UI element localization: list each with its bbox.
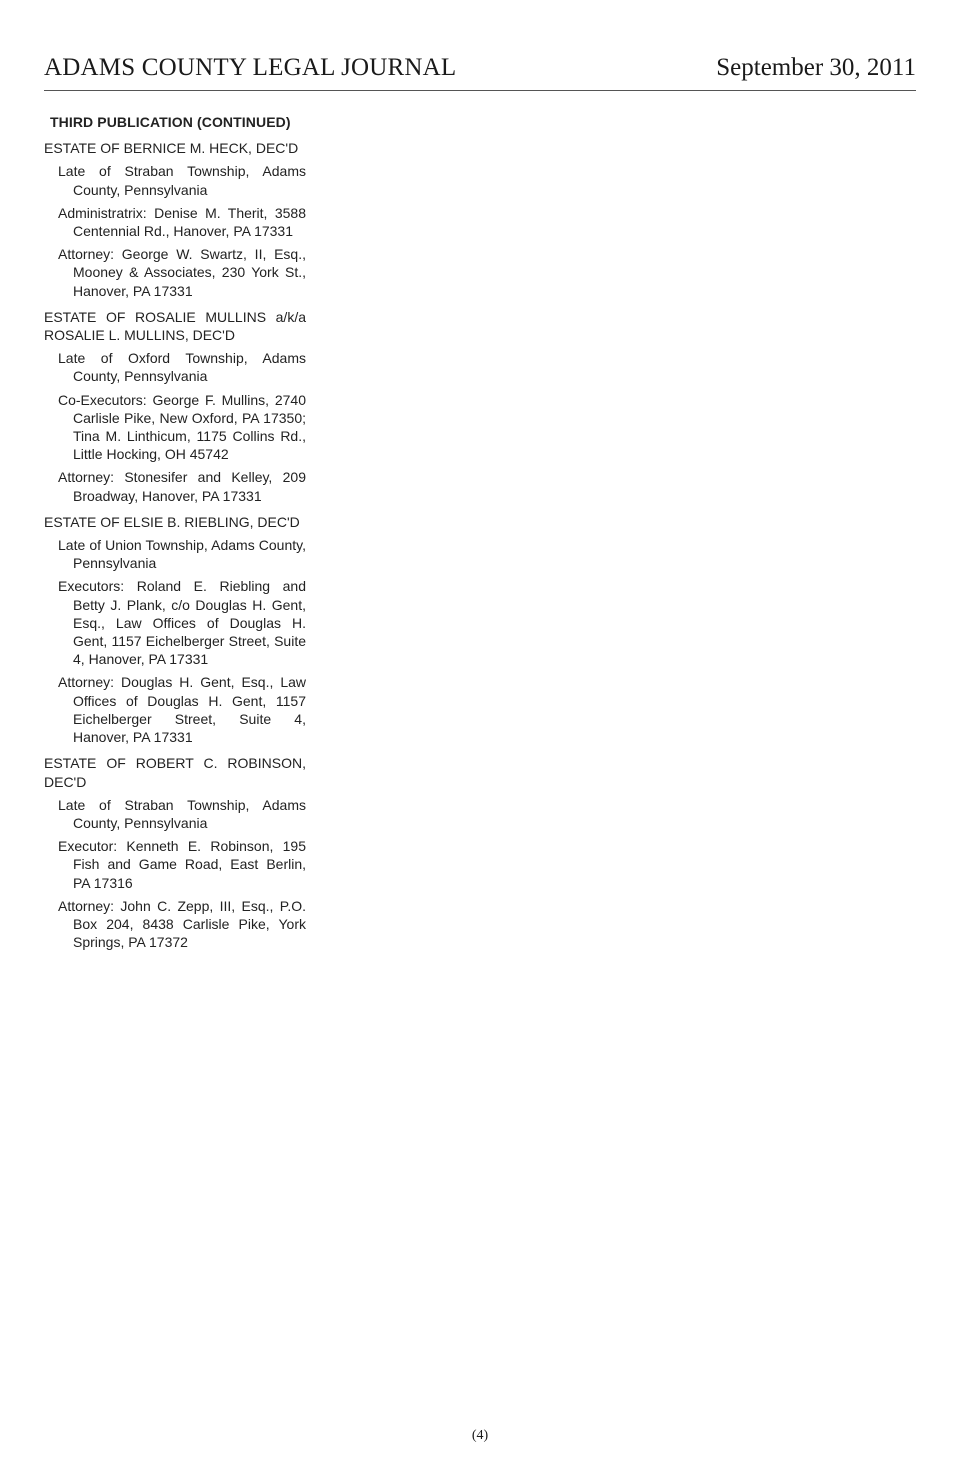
estate-residence: Late of Straban Township, Adams County, Pennsylvania: [58, 163, 306, 198]
estate-notice: [44, 308, 306, 505]
estate-representative: Executor: Kenneth E. Robinson, 195 Fish and Game Road, East Berlin, PA 17316: [58, 838, 306, 891]
estate-name: ESTATE OF ELSIE B. RIEBLING, DEC'D: [44, 513, 300, 530]
publication-date: September 30, 2011: [716, 54, 916, 81]
estate-name: ESTATE OF ROBERT C. ROBINSON, DEC'D: [44, 755, 306, 790]
estate-attorney: Attorney: Douglas H. Gent, Esq., Law Offices of Douglas H. Gent, 1157 Eichelberger Street, Suite 4, Hanover, PA 17331: [58, 674, 306, 746]
journal-title: ADAMS COUNTY LEGAL JOURNAL: [44, 54, 457, 81]
estate-residence: Late of Straban Township, Adams County, Pennsylvania: [58, 796, 306, 831]
estate-attorney: Attorney: George W. Swartz, II, Esq., Mooney & Associates, 230 York St., Hanover, PA 17331: [58, 246, 306, 299]
estate-notice: [44, 139, 306, 300]
estate-representative: Co-Executors: George F. Mullins, 2740 Carlisle Pike, New Oxford, PA 17350; Tina M. Linthicum, 1175 Collins Rd., Little Hocking, OH 45742: [58, 391, 306, 463]
page-header: [44, 54, 916, 91]
estate-notice: [44, 513, 306, 746]
estate-residence: Late of Oxford Township, Adams County, Pennsylvania: [58, 350, 306, 385]
estate-attorney: Attorney: John C. Zepp, III, Esq., P.O. Box 204, 8438 Carlisle Pike, York Springs, PA 17372: [58, 897, 306, 951]
estate-representative: Executors: Roland E. Riebling and Betty J. Plank, c/o Douglas H. Gent, Esq., Law Offices of Douglas H. Gent, 1157 Eichelberger Street, Suite 4, Hanover, PA 17331: [58, 578, 306, 668]
estate-name: ESTATE OF BERNICE M. HECK, DEC'D: [44, 140, 299, 157]
notice-column: [44, 113, 306, 959]
estate-notice: [44, 754, 306, 951]
section-heading: THIRD PUBLICATION (CONTINUED): [50, 114, 291, 130]
estate-attorney: Attorney: Stonesifer and Kelley, 209 Broadway, Hanover, PA 17331: [58, 469, 306, 504]
page-number: (4): [471, 1428, 489, 1443]
estate-representative: Administratrix: Denise M. Therit, 3588 Centennial Rd., Hanover, PA 17331: [58, 204, 306, 240]
estate-name: ESTATE OF ROSALIE MULLINS a/k/a ROSALIE L. MULLINS, DEC'D: [44, 308, 306, 344]
estate-residence: Late of Union Township, Adams County, Pennsylvania: [58, 537, 306, 572]
